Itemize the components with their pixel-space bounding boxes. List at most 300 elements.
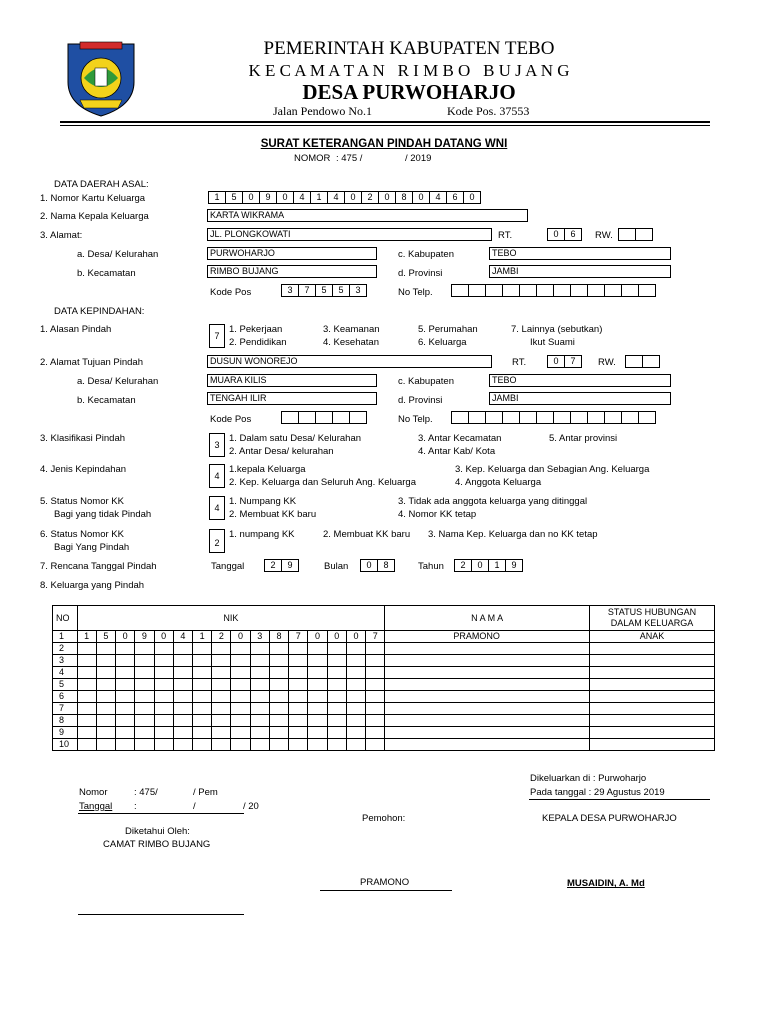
nik-digit-cell[interactable] <box>346 703 365 715</box>
nik-digit-cell[interactable] <box>116 691 135 703</box>
bulan-boxes[interactable] <box>361 559 395 572</box>
kk-digit-box[interactable]: 4 <box>327 191 345 204</box>
nik-digit-cell[interactable] <box>346 715 365 727</box>
nik-digit-cell[interactable] <box>366 691 385 703</box>
tahun-boxes[interactable] <box>455 559 523 572</box>
kk-digit-box[interactable]: 0 <box>276 191 294 204</box>
asal-kodepos-digit-box[interactable]: 3 <box>281 284 299 297</box>
nik-digit-cell[interactable] <box>269 679 288 691</box>
alasan-opt: 5. Perumahan <box>418 324 478 335</box>
status-cell[interactable] <box>590 655 715 667</box>
row-number: 6 <box>53 691 78 703</box>
nik-digit-cell[interactable] <box>289 703 308 715</box>
nama-cell[interactable] <box>385 691 590 703</box>
nik-digit-cell[interactable] <box>366 643 385 655</box>
nik-digit-cell[interactable] <box>346 643 365 655</box>
status-cell[interactable] <box>590 667 715 679</box>
nik-digit-cell[interactable] <box>154 643 173 655</box>
nama-cell[interactable]: PRAMONO <box>385 631 590 643</box>
nik-digit-cell[interactable] <box>192 679 211 691</box>
kk-number-boxes[interactable] <box>209 191 481 204</box>
nik-digit-cell[interactable] <box>308 667 327 679</box>
nik-digit-cell[interactable] <box>308 679 327 691</box>
tujuan-telp-digit-box[interactable] <box>553 411 571 424</box>
nik-digit-cell[interactable]: 5 <box>96 631 115 643</box>
nik-digit-cell[interactable] <box>192 703 211 715</box>
nik-digit-cell[interactable]: 7 <box>289 631 308 643</box>
tujuan-telp-digit-box[interactable] <box>536 411 554 424</box>
nik-digit-cell[interactable] <box>269 739 288 751</box>
nik-digit-cell[interactable]: 0 <box>308 631 327 643</box>
tahun-digit-box[interactable]: 0 <box>471 559 489 572</box>
nik-digit-cell[interactable] <box>212 727 231 739</box>
nik-digit-cell[interactable] <box>346 667 365 679</box>
nik-digit-cell[interactable] <box>135 691 154 703</box>
kk-digit-box[interactable]: 6 <box>446 191 464 204</box>
nik-digit-cell[interactable] <box>135 667 154 679</box>
nik-digit-cell[interactable] <box>192 643 211 655</box>
status-cell[interactable] <box>590 703 715 715</box>
tahun-digit-box[interactable]: 2 <box>454 559 472 572</box>
nik-digit-cell[interactable] <box>116 703 135 715</box>
tujuan-telp-digit-box[interactable] <box>502 411 520 424</box>
klasifikasi-opt: 2. Antar Desa/ kelurahan <box>229 446 334 457</box>
asal-kodepos-digit-box[interactable]: 7 <box>298 284 316 297</box>
jenis-opt: 2. Kep. Keluarga dan Seluruh Ang. Keluarga <box>229 477 416 488</box>
kk-digit-box[interactable]: 9 <box>259 191 277 204</box>
nik-digit-cell[interactable] <box>116 643 135 655</box>
nik-digit-cell[interactable] <box>289 655 308 667</box>
asal-kodepos-boxes[interactable] <box>282 284 367 297</box>
nik-digit-cell[interactable]: 9 <box>135 631 154 643</box>
nik-digit-cell[interactable] <box>173 703 192 715</box>
asal-telp-digit-box[interactable] <box>519 284 537 297</box>
nik-digit-cell[interactable] <box>327 643 346 655</box>
nik-digit-cell[interactable] <box>212 643 231 655</box>
nik-digit-cell[interactable] <box>308 703 327 715</box>
nik-digit-cell[interactable] <box>327 739 346 751</box>
nik-digit-cell[interactable] <box>346 655 365 667</box>
nik-digit-cell[interactable] <box>231 715 250 727</box>
tujuan-telp-digit-box[interactable] <box>604 411 622 424</box>
nik-digit-cell[interactable] <box>308 715 327 727</box>
nik-digit-cell[interactable] <box>308 643 327 655</box>
asal-kec-label: b. Kecamatan <box>77 268 136 279</box>
nik-digit-cell[interactable] <box>289 715 308 727</box>
nik-digit-cell[interactable] <box>135 715 154 727</box>
nik-digit-cell[interactable]: 0 <box>231 631 250 643</box>
nik-digit-cell[interactable] <box>250 691 269 703</box>
nik-digit-cell[interactable]: 0 <box>346 631 365 643</box>
nik-digit-cell[interactable] <box>116 739 135 751</box>
nik-digit-cell[interactable] <box>77 703 96 715</box>
nik-digit-cell[interactable] <box>154 679 173 691</box>
nik-digit-cell[interactable] <box>269 655 288 667</box>
nik-digit-cell[interactable]: 8 <box>269 631 288 643</box>
kk-digit-box[interactable]: 0 <box>412 191 430 204</box>
asal-telp-digit-box[interactable] <box>485 284 503 297</box>
nik-digit-cell[interactable] <box>346 739 365 751</box>
nik-digit-cell[interactable] <box>308 655 327 667</box>
nik-digit-cell[interactable] <box>327 679 346 691</box>
tujuan-rw-digit-box[interactable] <box>642 355 660 368</box>
nik-digit-cell[interactable] <box>366 727 385 739</box>
nik-digit-cell[interactable] <box>327 727 346 739</box>
tahun-digit-box[interactable]: 9 <box>505 559 523 572</box>
nik-digit-cell[interactable] <box>173 667 192 679</box>
nik-digit-cell[interactable] <box>96 643 115 655</box>
nik-digit-cell[interactable] <box>250 727 269 739</box>
asal-telp-digit-box[interactable] <box>570 284 588 297</box>
nik-digit-cell[interactable]: 4 <box>173 631 192 643</box>
nama-cell[interactable] <box>385 679 590 691</box>
asal-telp-digit-box[interactable] <box>468 284 486 297</box>
jenis-value[interactable]: 4 <box>209 464 225 488</box>
nik-digit-cell[interactable] <box>96 715 115 727</box>
tujuan-rw-boxes[interactable] <box>626 355 660 368</box>
table-row <box>53 631 715 643</box>
status-pindah-value[interactable]: 2 <box>209 529 225 553</box>
nik-digit-cell[interactable] <box>96 703 115 715</box>
nik-digit-cell[interactable] <box>289 667 308 679</box>
nik-digit-cell[interactable]: 2 <box>212 631 231 643</box>
nik-digit-cell[interactable]: 1 <box>192 631 211 643</box>
nik-digit-cell[interactable] <box>173 715 192 727</box>
nik-digit-cell[interactable]: 1 <box>77 631 96 643</box>
alasan-label: 1. Alasan Pindah <box>40 324 112 335</box>
nik-digit-cell[interactable] <box>250 715 269 727</box>
nik-digit-cell[interactable] <box>250 679 269 691</box>
nik-digit-cell[interactable] <box>250 643 269 655</box>
nik-digit-cell[interactable] <box>212 679 231 691</box>
kk-digit-box[interactable]: 4 <box>429 191 447 204</box>
nik-digit-cell[interactable] <box>77 655 96 667</box>
nik-digit-cell[interactable] <box>250 703 269 715</box>
nik-digit-cell[interactable] <box>289 643 308 655</box>
nik-digit-cell[interactable] <box>269 727 288 739</box>
nik-digit-cell[interactable] <box>154 703 173 715</box>
status-cell[interactable]: ANAK <box>590 631 715 643</box>
nama-cell[interactable] <box>385 703 590 715</box>
nik-digit-cell[interactable] <box>96 739 115 751</box>
nama-cell[interactable] <box>385 715 590 727</box>
nik-digit-cell[interactable] <box>154 691 173 703</box>
header-line2: K E C A M A T A N R I M B O B U J A N G <box>248 61 570 80</box>
nik-digit-cell[interactable] <box>192 655 211 667</box>
nik-digit-cell[interactable] <box>366 679 385 691</box>
asal-rw-digit-box[interactable] <box>635 228 653 241</box>
asal-kec-field[interactable]: RIMBO BUJANG <box>207 265 377 278</box>
kk-digit-box[interactable]: 1 <box>208 191 226 204</box>
klasifikasi-opt: 4. Antar Kab/ Kota <box>418 446 496 457</box>
tujuan-kodepos-digit-box[interactable] <box>315 411 333 424</box>
status-pindah-opt: 3. Nama Kep. Keluarga dan no KK tetap <box>428 529 598 540</box>
footer-tanggal-colon: : <box>134 801 137 812</box>
nik-digit-cell[interactable] <box>212 703 231 715</box>
nik-digit-cell[interactable] <box>269 715 288 727</box>
table-row <box>53 739 715 751</box>
asal-kodepos-digit-box[interactable]: 5 <box>332 284 350 297</box>
nik-digit-cell[interactable] <box>77 679 96 691</box>
kk-digit-box[interactable]: 0 <box>378 191 396 204</box>
bulan-digit-box[interactable]: 0 <box>360 559 378 572</box>
nik-digit-cell[interactable] <box>212 667 231 679</box>
nik-digit-cell[interactable] <box>327 703 346 715</box>
nik-digit-cell[interactable] <box>116 667 135 679</box>
nik-digit-cell[interactable] <box>154 727 173 739</box>
bulan-digit-box[interactable]: 8 <box>377 559 395 572</box>
nik-digit-cell[interactable] <box>308 727 327 739</box>
nik-digit-cell[interactable] <box>96 679 115 691</box>
asal-telp-digit-box[interactable] <box>587 284 605 297</box>
nik-digit-cell[interactable] <box>192 727 211 739</box>
nik-digit-cell[interactable] <box>192 715 211 727</box>
nama-cell[interactable] <box>385 643 590 655</box>
nama-cell[interactable] <box>385 667 590 679</box>
tujuan-desa-label: a. Desa/ Kelurahan <box>77 376 159 387</box>
nik-digit-cell[interactable] <box>96 667 115 679</box>
nik-digit-cell[interactable] <box>289 679 308 691</box>
nik-digit-cell[interactable] <box>250 667 269 679</box>
tanggal-boxes[interactable] <box>265 559 299 572</box>
nik-digit-cell[interactable]: 0 <box>116 631 135 643</box>
nik-digit-cell[interactable] <box>231 643 250 655</box>
tujuan-prov-field[interactable]: JAMBI <box>489 392 671 405</box>
nik-digit-cell[interactable] <box>327 715 346 727</box>
tujuan-kodepos-digit-box[interactable] <box>332 411 350 424</box>
nik-digit-cell[interactable]: 3 <box>250 631 269 643</box>
nik-digit-cell[interactable] <box>154 655 173 667</box>
tujuan-telp-digit-box[interactable] <box>485 411 503 424</box>
nik-digit-cell[interactable] <box>135 727 154 739</box>
nik-digit-cell[interactable] <box>327 655 346 667</box>
kk-digit-box[interactable]: 0 <box>242 191 260 204</box>
asal-kab-field[interactable]: TEBO <box>489 247 671 260</box>
nik-digit-cell[interactable] <box>308 739 327 751</box>
tanggal-digit-box[interactable]: 9 <box>281 559 299 572</box>
asal-kab-label: c. Kabupaten <box>398 249 454 260</box>
nik-digit-cell[interactable] <box>135 703 154 715</box>
asal-telp-digit-box[interactable] <box>536 284 554 297</box>
jenis-opt: 3. Kep. Keluarga dan Sebagian Ang. Keluarga <box>455 464 650 475</box>
asal-telp-boxes[interactable] <box>452 284 656 297</box>
nik-digit-cell[interactable] <box>346 679 365 691</box>
nik-digit-cell[interactable] <box>77 643 96 655</box>
alasan-value[interactable]: 7 <box>209 324 225 348</box>
asal-prov-field[interactable]: JAMBI <box>489 265 671 278</box>
tujuan-telp-digit-box[interactable] <box>570 411 588 424</box>
asal-kodepos-digit-box[interactable]: 5 <box>315 284 333 297</box>
klasifikasi-value[interactable]: 3 <box>209 433 225 457</box>
asal-rt-digit-box[interactable]: 6 <box>564 228 582 241</box>
nik-digit-cell[interactable] <box>192 667 211 679</box>
kk-digit-box[interactable]: 2 <box>361 191 379 204</box>
tujuan-telp-digit-box[interactable] <box>468 411 486 424</box>
tujuan-rt-digit-box[interactable]: 0 <box>547 355 565 368</box>
status-cell[interactable] <box>590 715 715 727</box>
nik-digit-cell[interactable] <box>231 727 250 739</box>
nik-digit-cell[interactable] <box>154 715 173 727</box>
nik-digit-cell[interactable] <box>269 667 288 679</box>
kk-digit-box[interactable]: 0 <box>344 191 362 204</box>
table-row <box>53 703 715 715</box>
nik-digit-cell[interactable] <box>231 679 250 691</box>
nik-digit-cell[interactable] <box>135 679 154 691</box>
alamat-field[interactable]: JL. PLONGKOWATI <box>207 228 492 241</box>
asal-desa-field[interactable]: PURWOHARJO <box>207 247 377 260</box>
asal-telp-digit-box[interactable] <box>451 284 469 297</box>
kk-digit-box[interactable]: 1 <box>310 191 328 204</box>
nik-digit-cell[interactable] <box>212 655 231 667</box>
nik-digit-cell[interactable] <box>366 655 385 667</box>
nik-digit-cell[interactable] <box>116 727 135 739</box>
nik-digit-cell[interactable] <box>212 715 231 727</box>
nik-digit-cell[interactable]: 0 <box>327 631 346 643</box>
tujuan-telp-digit-box[interactable] <box>519 411 537 424</box>
nik-digit-cell[interactable] <box>77 691 96 703</box>
nik-digit-cell[interactable] <box>289 727 308 739</box>
asal-rw-digit-box[interactable] <box>618 228 636 241</box>
status-cell[interactable] <box>590 739 715 751</box>
nik-digit-cell[interactable] <box>231 703 250 715</box>
tujuan-kodepos-boxes[interactable] <box>282 411 367 424</box>
nik-digit-cell[interactable] <box>116 655 135 667</box>
status-tdk-value[interactable]: 4 <box>209 496 225 520</box>
nik-digit-cell[interactable] <box>96 727 115 739</box>
status-cell[interactable] <box>590 727 715 739</box>
asal-telp-digit-box[interactable] <box>604 284 622 297</box>
tujuan-rw-digit-box[interactable] <box>625 355 643 368</box>
nik-digit-cell[interactable] <box>250 655 269 667</box>
nik-digit-cell[interactable] <box>77 715 96 727</box>
nik-digit-cell[interactable] <box>77 739 96 751</box>
kk-digit-box[interactable]: 4 <box>293 191 311 204</box>
nik-digit-cell[interactable] <box>173 739 192 751</box>
table-row <box>53 667 715 679</box>
nik-digit-cell[interactable] <box>96 655 115 667</box>
nik-digit-cell[interactable] <box>269 691 288 703</box>
nik-digit-cell[interactable] <box>154 739 173 751</box>
nik-digit-cell[interactable]: 7 <box>366 631 385 643</box>
status-cell[interactable] <box>590 691 715 703</box>
nik-digit-cell[interactable] <box>269 703 288 715</box>
nik-digit-cell[interactable] <box>212 691 231 703</box>
nik-digit-cell[interactable] <box>231 691 250 703</box>
nik-digit-cell[interactable] <box>250 739 269 751</box>
tujuan-kodepos-digit-box[interactable] <box>281 411 299 424</box>
asal-rt-boxes[interactable] <box>548 228 582 241</box>
kk-digit-box[interactable]: 0 <box>463 191 481 204</box>
tujuan-kab-field[interactable]: TEBO <box>489 374 671 387</box>
nama-cell[interactable] <box>385 727 590 739</box>
nik-digit-cell[interactable] <box>173 727 192 739</box>
tujuan-desa-field[interactable]: MUARA KILIS <box>207 374 377 387</box>
tanggal-digit-box[interactable]: 2 <box>264 559 282 572</box>
asal-rw-boxes[interactable] <box>619 228 653 241</box>
kk-label: 1. Nomor Kartu Keluarga <box>40 193 146 204</box>
nik-digit-cell[interactable] <box>77 667 96 679</box>
tujuan-telp-boxes[interactable] <box>452 411 656 424</box>
tahun-digit-box[interactable]: 1 <box>488 559 506 572</box>
nik-digit-cell[interactable] <box>346 691 365 703</box>
tujuan-telp-label: No Telp. <box>398 414 433 425</box>
nik-digit-cell[interactable] <box>212 739 231 751</box>
family-table <box>52 605 715 751</box>
tujuan-field[interactable]: DUSUN WONOREJO <box>207 355 492 368</box>
nik-digit-cell[interactable] <box>192 691 211 703</box>
nik-digit-cell[interactable] <box>366 715 385 727</box>
tujuan-telp-digit-box[interactable] <box>638 411 656 424</box>
nik-digit-cell[interactable] <box>173 643 192 655</box>
tujuan-kodepos-digit-box[interactable] <box>298 411 316 424</box>
nik-digit-cell[interactable] <box>135 643 154 655</box>
nomor-prefix: : 475 / <box>336 153 363 164</box>
status-cell[interactable] <box>590 679 715 691</box>
nik-digit-cell[interactable] <box>289 691 308 703</box>
nik-digit-cell[interactable] <box>231 667 250 679</box>
tujuan-rt-boxes[interactable] <box>548 355 582 368</box>
tujuan-telp-digit-box[interactable] <box>621 411 639 424</box>
diketahui-caption: Diketahui Oleh: <box>125 826 190 837</box>
nama-cell[interactable] <box>385 655 590 667</box>
nik-digit-cell[interactable] <box>231 739 250 751</box>
kk-digit-box[interactable]: 5 <box>225 191 243 204</box>
nik-digit-cell[interactable] <box>192 739 211 751</box>
nik-digit-cell[interactable] <box>173 691 192 703</box>
nik-digit-cell[interactable] <box>327 691 346 703</box>
alasan-opt: 7. Lainnya (sebutkan) <box>511 324 603 335</box>
nik-digit-cell[interactable] <box>231 655 250 667</box>
nik-digit-cell[interactable] <box>173 679 192 691</box>
section-asal: DATA DAERAH ASAL: <box>54 179 149 190</box>
nik-digit-cell[interactable] <box>116 715 135 727</box>
tujuan-telp-digit-box[interactable] <box>587 411 605 424</box>
kk-digit-box[interactable]: 8 <box>395 191 413 204</box>
kepala-field[interactable]: KARTA WIKRAMA <box>207 209 528 222</box>
nik-digit-cell[interactable] <box>77 727 96 739</box>
nik-digit-cell[interactable] <box>135 655 154 667</box>
nik-digit-cell[interactable] <box>366 703 385 715</box>
status-cell[interactable] <box>590 643 715 655</box>
nik-digit-cell[interactable] <box>116 679 135 691</box>
asal-telp-digit-box[interactable] <box>638 284 656 297</box>
asal-telp-digit-box[interactable] <box>621 284 639 297</box>
asal-rt-digit-box[interactable]: 0 <box>547 228 565 241</box>
tujuan-telp-digit-box[interactable] <box>451 411 469 424</box>
asal-telp-digit-box[interactable] <box>502 284 520 297</box>
nama-cell[interactable] <box>385 739 590 751</box>
nik-digit-cell[interactable] <box>289 739 308 751</box>
nik-digit-cell[interactable] <box>366 739 385 751</box>
nik-digit-cell[interactable] <box>346 727 365 739</box>
nik-digit-cell[interactable]: 0 <box>154 631 173 643</box>
tujuan-kec-field[interactable]: TENGAH ILIR <box>207 392 377 405</box>
row-number: 8 <box>53 715 78 727</box>
nik-digit-cell[interactable] <box>135 739 154 751</box>
nik-digit-cell[interactable] <box>308 691 327 703</box>
nik-digit-cell[interactable] <box>96 691 115 703</box>
nik-digit-cell[interactable] <box>173 655 192 667</box>
nik-digit-cell[interactable] <box>366 667 385 679</box>
nik-digit-cell[interactable] <box>269 643 288 655</box>
asal-kodepos-digit-box[interactable]: 3 <box>349 284 367 297</box>
asal-telp-digit-box[interactable] <box>553 284 571 297</box>
nik-digit-cell[interactable] <box>154 667 173 679</box>
row-number: 9 <box>53 727 78 739</box>
tujuan-kodepos-digit-box[interactable] <box>349 411 367 424</box>
tujuan-rt-digit-box[interactable]: 7 <box>564 355 582 368</box>
nik-digit-cell[interactable] <box>327 667 346 679</box>
